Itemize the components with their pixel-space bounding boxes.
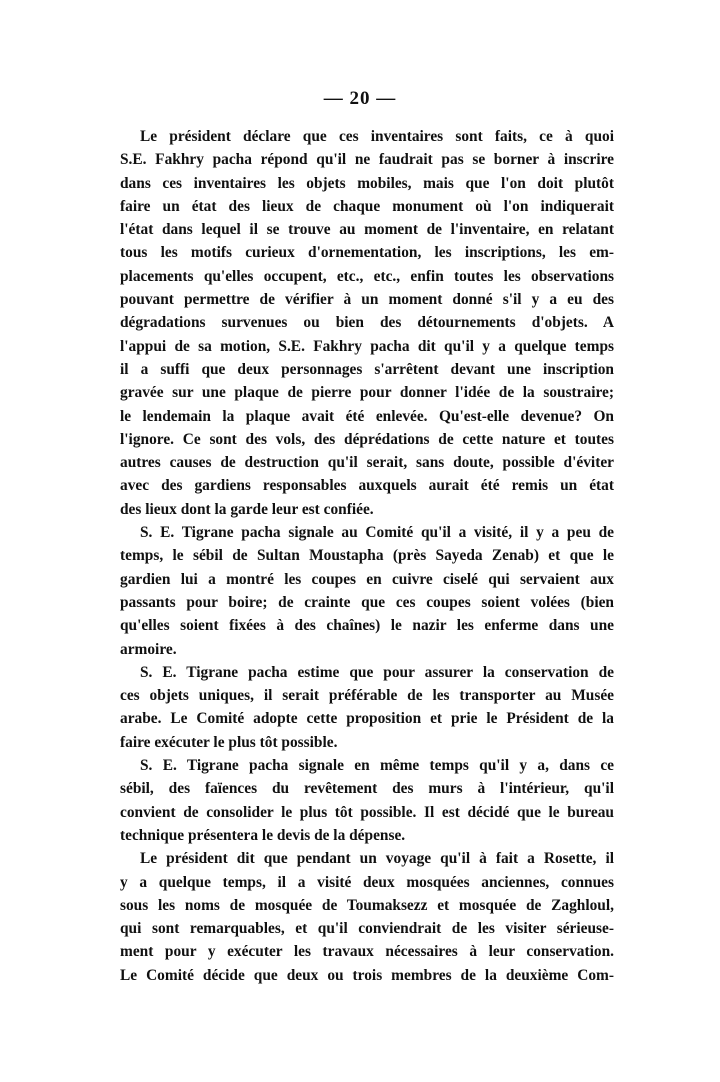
text-line: Le Comité décide que deux ou trois membres de la deuxième Com- <box>120 966 614 984</box>
text-line: ment pour y exécuter les travaux nécessaires à leur conservation. <box>120 943 614 961</box>
text-line: S. E. Tigrane pacha estime que pour assurer la conservation de <box>140 663 614 681</box>
text-line: y a quelque temps, il a visité deux mosquées anciennes, connues <box>120 873 614 891</box>
text-line: Le président déclare que ces inventaires sont faits, ce à quoi <box>140 128 614 145</box>
text-line: le lendemain la plaque avait été enlevée. Qu'est-elle devenue? On <box>120 407 614 425</box>
paragraph-faiences <box>120 754 614 847</box>
text-line: temps, le sébil de Sultan Moustapha (près Sayeda Zenab) et que le <box>120 547 614 565</box>
text-line: autres causes de destruction qu'il serait, sans doute, possible d'éviter <box>120 454 614 472</box>
text-line: S. E. Tigrane pacha signale en même temps qu'il y a, dans ce <box>140 757 614 775</box>
text-line: arabe. Le Comité adopte cette proposition et prie le Président de la <box>120 710 614 728</box>
paragraph-inventaires <box>120 125 614 521</box>
text-line: dégradations survenues ou bien des détournements d'objets. A <box>120 314 614 332</box>
text-line: faire exécuter le plus tôt possible. <box>120 733 338 751</box>
paragraph-rosette <box>120 847 614 987</box>
text-line: l'ignore. Ce sont des vols, des déprédations de cette nature et toutes <box>120 430 614 448</box>
body-text <box>120 125 614 987</box>
paragraph-conservation <box>120 661 614 754</box>
text-line: des lieux dont la garde leur est confiée. <box>120 500 374 518</box>
text-line: armoire. <box>120 640 177 658</box>
page-number: — 20 — <box>323 88 397 109</box>
text-line: qu'elles soient fixées à des chaînes) le nazir les enferme dans une <box>120 617 614 635</box>
text-line: avec des gardiens responsables auxquels aurait été remis un état <box>120 477 614 495</box>
text-line: gravée sur une plaque de pierre pour donner l'idée de la soustraire; <box>120 384 614 402</box>
text-line: passants pour boire; de crainte que ces coupes soient volées (bien <box>120 593 614 611</box>
text-line: sous les noms de mosquée de Toumaksezz et mosquée de Zaghloul, <box>120 896 614 914</box>
text-line: dans ces inventaires les objets mobiles, mais que l'on doit plutôt <box>120 174 614 192</box>
text-line: convient de consolider le plus tôt possible. Il est décidé que le bureau <box>120 803 614 821</box>
text-line: ces objets uniques, il serait préférable de les transporter au Musée <box>120 687 614 705</box>
text-line: tous les motifs curieux d'ornementation, les inscriptions, les em- <box>120 244 614 262</box>
text-line: l'appui de sa motion, S.E. Fakhry pacha dit qu'il y a quelque temps <box>120 337 614 355</box>
text-line: gardien lui a montré les coupes en cuivre ciselé qui servaient aux <box>120 570 614 588</box>
text-line: S. E. Tigrane pacha signale au Comité qu'il a visité, il y a peu de <box>140 524 614 542</box>
text-line: Le président dit que pendant un voyage qu'il à fait a Rosette, il <box>140 850 614 868</box>
text-line: sébil, des faïences du revêtement des murs à l'intérieur, qu'il <box>120 780 614 798</box>
text-line: pouvant permettre de vérifier à un moment donné s'il y a eu des <box>120 291 614 309</box>
paragraph-sebil-coupes <box>120 521 614 661</box>
text-line: faire un état des lieux de chaque monument où l'on indiquerait <box>120 197 614 215</box>
text-line: il a suffi que deux personnages s'arrêtent devant une inscription <box>120 360 614 378</box>
text-line: S.E. Fakhry pacha répond qu'il ne faudrait pas se borner à inscrire <box>120 151 614 169</box>
text-line: placements qu'elles occupent, etc., etc., enfin toutes les observations <box>120 267 614 285</box>
text-line: qui sont remarquables, et qu'il conviendrait de les visiter sérieuse- <box>120 920 614 938</box>
text-line: l'état dans lequel il se trouve au moment de l'inventaire, en relatant <box>120 221 614 239</box>
text-line: technique présentera le devis de la dépense. <box>120 826 406 844</box>
